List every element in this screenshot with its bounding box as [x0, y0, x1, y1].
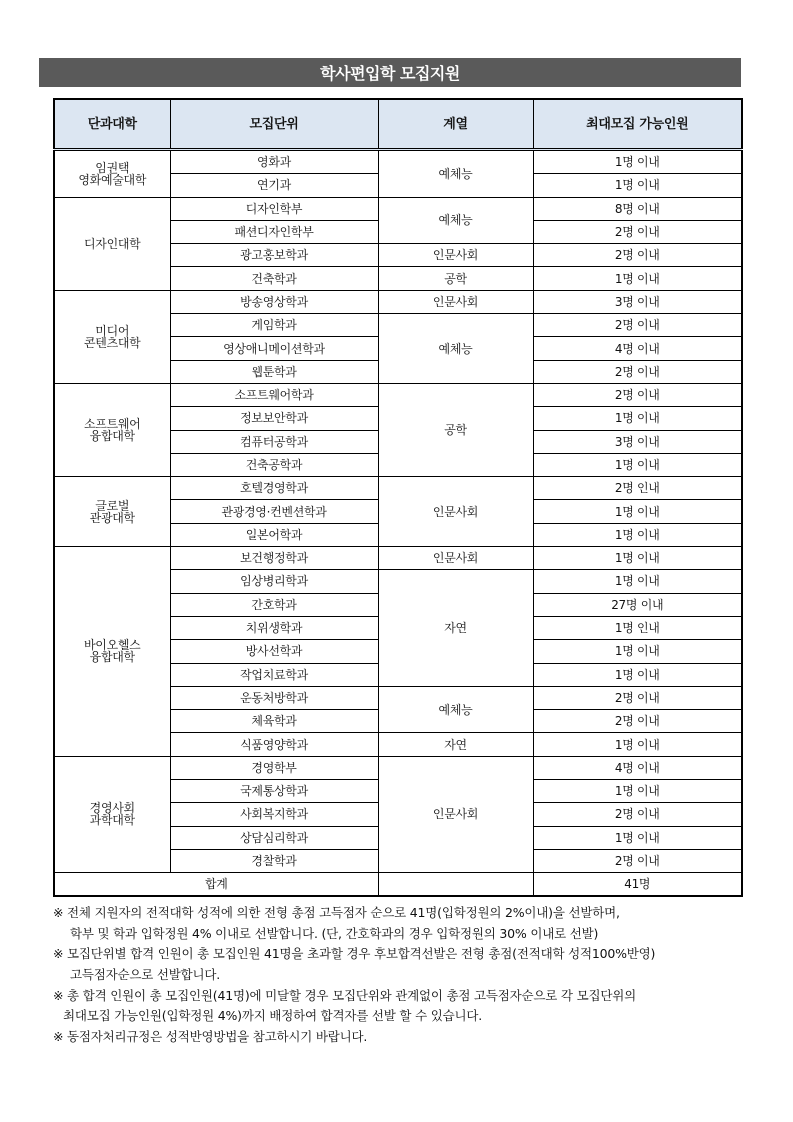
unit-cell: 광고홍보학과 — [170, 244, 378, 267]
field-cell: 인문사회 — [378, 290, 533, 313]
college-line: 콘텐츠대학 — [84, 335, 141, 350]
table-row — [54, 290, 742, 313]
unit-cell: 건축학과 — [170, 267, 378, 290]
notes-section — [53, 903, 753, 1047]
field-cell: 예체능 — [378, 150, 533, 198]
capacity-cell: 1명 이내 — [533, 267, 742, 290]
college-cell — [54, 756, 170, 872]
capacity-cell: 1명 이내 — [533, 663, 742, 686]
unit-cell: 컴퓨터공학과 — [170, 430, 378, 453]
college-cell — [54, 383, 170, 476]
capacity-cell: 2명 이내 — [533, 686, 742, 709]
college-cell — [54, 150, 170, 198]
recruitment-table — [53, 98, 743, 897]
header-capacity: 최대모집 가능인원 — [533, 99, 742, 150]
total-label: 합계 — [54, 873, 378, 897]
unit-cell: 식품영양학과 — [170, 733, 378, 756]
unit-cell: 관광경영·컨벤션학과 — [170, 500, 378, 523]
capacity-cell: 1명 이내 — [533, 150, 742, 174]
college-line: 경영사회 — [89, 801, 135, 816]
note-line: ※ 총 합격 인원이 총 모집인원(41명)에 미달할 경우 모집단위와 관계없이 총점 고득점자순으로 각 모집단위의 — [53, 987, 636, 1003]
capacity-cell: 2명 이내 — [533, 244, 742, 267]
unit-cell: 영화과 — [170, 150, 378, 174]
table-row — [54, 756, 742, 779]
unit-cell: 건축공학과 — [170, 453, 378, 476]
header-unit: 모집단위 — [170, 99, 378, 150]
unit-cell: 경찰학과 — [170, 849, 378, 872]
table-row — [54, 150, 742, 174]
field-cell: 인문사회 — [378, 547, 533, 570]
note-line: ※ 모집단위별 합격 인원이 총 모집인원 41명을 초과할 경우 후보합격선발은 전형 총점(전적대학 성적100%반영) — [53, 946, 656, 962]
capacity-cell: 4명 이내 — [533, 756, 742, 779]
table-row — [54, 477, 742, 500]
college-line: 글로벌 — [95, 498, 130, 513]
header-field: 계열 — [378, 99, 533, 150]
capacity-cell: 1명 이내 — [533, 640, 742, 663]
table-row — [54, 197, 742, 220]
unit-cell: 국제통상학과 — [170, 780, 378, 803]
capacity-cell: 2명 인내 — [533, 477, 742, 500]
college-line: 융합대학 — [89, 650, 135, 665]
unit-cell: 사회복지학과 — [170, 803, 378, 826]
unit-cell: 상담심리학과 — [170, 826, 378, 849]
field-cell: 자연 — [378, 570, 533, 686]
capacity-cell: 1명 이내 — [533, 500, 742, 523]
note-line: 고득점자순으로 선발합니다. — [70, 966, 221, 982]
capacity-cell: 1명 이내 — [533, 826, 742, 849]
unit-cell: 소프트웨어학과 — [170, 383, 378, 406]
field-cell: 자연 — [378, 733, 533, 756]
total-value: 41명 — [533, 873, 742, 897]
table-row — [54, 383, 742, 406]
unit-cell: 방송영상학과 — [170, 290, 378, 313]
college-line: 바이오헬스 — [84, 638, 141, 653]
capacity-cell: 1명 이내 — [533, 453, 742, 476]
page-title: 학사편입학 모집지원 — [39, 58, 741, 87]
field-cell: 인문사회 — [378, 244, 533, 267]
total-row — [54, 873, 742, 897]
college-line: 영화예술대학 — [78, 172, 147, 187]
unit-cell: 치위생학과 — [170, 616, 378, 639]
capacity-cell: 2명 이내 — [533, 849, 742, 872]
unit-cell: 호텔경영학과 — [170, 477, 378, 500]
field-cell: 예체능 — [378, 314, 533, 384]
unit-cell: 연기과 — [170, 174, 378, 197]
unit-cell: 방사선학과 — [170, 640, 378, 663]
capacity-cell: 1명 이내 — [533, 407, 742, 430]
college-line: 관광대학 — [89, 510, 135, 525]
note-line: 학부 및 학과 입학정원 4% 이내로 선발합니다. (단, 간호학과의 경우 입학정원의 30% 이내로 선발) — [70, 925, 599, 941]
unit-cell: 임상병리학과 — [170, 570, 378, 593]
capacity-cell: 2명 이내 — [533, 383, 742, 406]
unit-cell: 운동처방학과 — [170, 686, 378, 709]
note-line: ※ 동점자처리규정은 성적반영방법을 참고하시기 바랍니다. — [53, 1028, 368, 1044]
college-cell — [54, 547, 170, 757]
unit-cell: 작업치료학과 — [170, 663, 378, 686]
unit-cell: 패션디자인학부 — [170, 220, 378, 243]
college-cell — [54, 197, 170, 290]
note-line: ※ 전체 지원자의 전적대학 성적에 의한 전형 총점 고득점자 순으로 41명(입학정원의 2%이내)을 선발하며, — [53, 905, 620, 920]
unit-cell: 일본어학과 — [170, 523, 378, 546]
field-cell: 예체능 — [378, 686, 533, 733]
unit-cell: 경영학부 — [170, 756, 378, 779]
unit-cell: 영상애니메이션학과 — [170, 337, 378, 360]
unit-cell: 웹툰학과 — [170, 360, 378, 383]
header-college: 단과대학 — [54, 99, 170, 150]
field-cell: 공학 — [378, 383, 533, 476]
capacity-cell: 3명 이내 — [533, 290, 742, 313]
college-cell — [54, 477, 170, 547]
capacity-cell: 2명 이내 — [533, 314, 742, 337]
college-line: 디자인대학 — [84, 236, 141, 251]
college-line: 과학대학 — [89, 813, 135, 828]
table-row — [54, 547, 742, 570]
capacity-cell: 4명 이내 — [533, 337, 742, 360]
college-line: 융합대학 — [89, 429, 135, 444]
unit-cell: 간호학과 — [170, 593, 378, 616]
capacity-cell: 8명 이내 — [533, 197, 742, 220]
capacity-cell: 1명 이내 — [533, 523, 742, 546]
unit-cell: 디자인학부 — [170, 197, 378, 220]
unit-cell: 게임학과 — [170, 314, 378, 337]
unit-cell: 보건행정학과 — [170, 547, 378, 570]
field-cell: 예체능 — [378, 197, 533, 244]
total-field-empty — [378, 873, 533, 897]
capacity-cell: 1명 이내 — [533, 570, 742, 593]
college-line: 임권택 — [95, 160, 130, 175]
capacity-cell: 2명 이내 — [533, 710, 742, 733]
college-cell — [54, 290, 170, 383]
field-cell: 공학 — [378, 267, 533, 290]
capacity-cell: 1명 이내 — [533, 547, 742, 570]
field-cell: 인문사회 — [378, 477, 533, 547]
college-line: 소프트웨어 — [84, 417, 141, 432]
college-line: 미디어 — [95, 323, 130, 338]
unit-cell: 체육학과 — [170, 710, 378, 733]
capacity-cell: 2명 이내 — [533, 803, 742, 826]
table-header-row — [54, 99, 742, 150]
capacity-cell: 1명 이내 — [533, 733, 742, 756]
unit-cell: 정보보안학과 — [170, 407, 378, 430]
capacity-cell: 1명 이내 — [533, 174, 742, 197]
capacity-cell: 27명 이내 — [533, 593, 742, 616]
capacity-cell: 2명 이내 — [533, 220, 742, 243]
capacity-cell: 2명 이내 — [533, 360, 742, 383]
capacity-cell: 3명 이내 — [533, 430, 742, 453]
field-cell: 인문사회 — [378, 756, 533, 872]
note-line: 최대모집 가능인원(입학정원 4%)까지 배정하여 합격자를 선발 할 수 있습니다. — [63, 1008, 482, 1024]
capacity-cell: 1명 이내 — [533, 780, 742, 803]
capacity-cell: 1명 인내 — [533, 616, 742, 639]
